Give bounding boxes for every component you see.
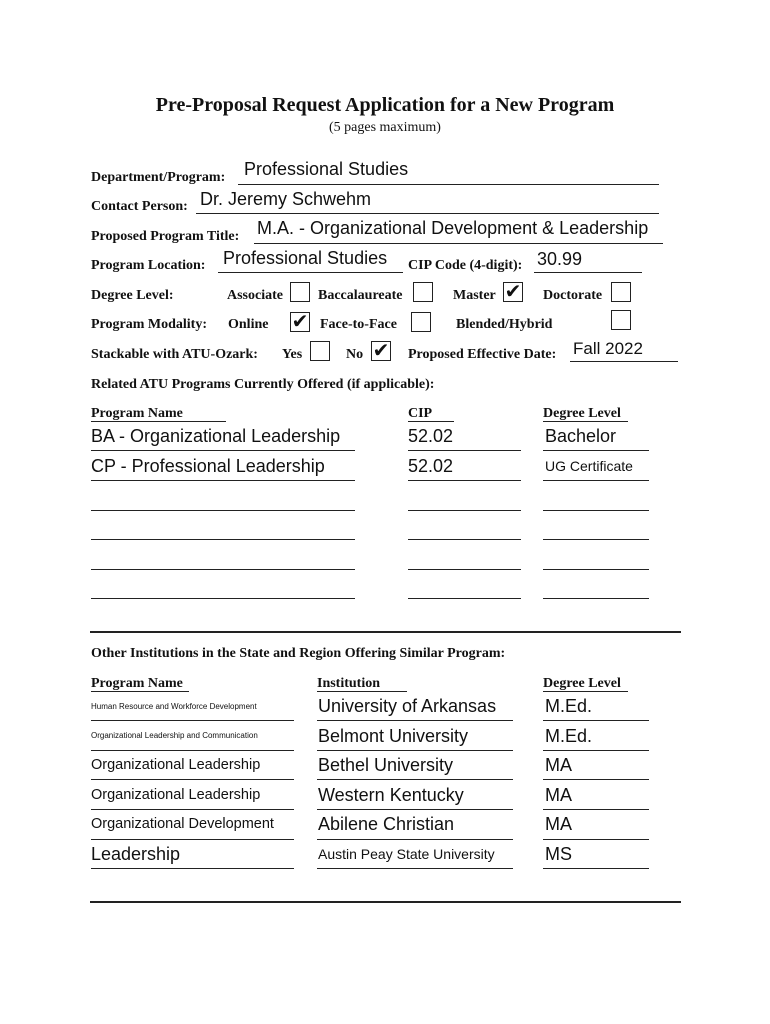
related-heading: Related ATU Programs Currently Offered (if applicable): [91,377,435,392]
modality-face-checkbox[interactable] [411,312,431,332]
other-row-1-institution[interactable]: University of Arkansas [318,696,497,716]
other-row-1-line-program [91,720,294,721]
degree-level-label: Degree Level: [91,288,174,303]
location-field[interactable]: Professional Studies [223,248,388,268]
other-row-5-line-degree [543,839,649,840]
related-empty-row-3-degree [543,569,649,570]
related-row-2-program[interactable]: CP - Professional Leadership [91,456,325,476]
degree-doctorate-checkbox[interactable] [611,282,631,302]
other-row-5-degree[interactable]: MA [545,814,572,834]
other-row-2-line-institution [317,750,513,751]
related-col-cip-underline [408,421,454,422]
related-col-cip: CIP [408,406,433,421]
other-row-1-line-degree [543,720,649,721]
related-col-degree-underline [543,421,628,422]
check-icon: ✔ [291,309,309,333]
other-row-4-degree[interactable]: MA [545,785,572,805]
other-row-6-line-institution [317,868,513,869]
related-empty-row-3-program [91,569,355,570]
check-icon: ✔ [504,279,522,303]
related-row-2-line-degree [543,480,649,481]
degree-associate-label: Associate [227,288,283,303]
other-row-2-line-degree [543,750,649,751]
related-row-1-degree[interactable]: Bachelor [545,426,617,446]
location-underline [218,272,403,273]
other-heading: Other Institutions in the State and Region Offering Similar Program: [91,646,506,661]
page-subtitle: (5 pages maximum) [329,120,441,135]
modality-blended-label: Blended/Hybrid [456,317,553,332]
stackable-yes-label: Yes [282,347,303,362]
other-row-5-line-institution [317,839,513,840]
related-empty-row-1-degree [543,510,649,511]
stackable-no-label: No [346,347,364,362]
cip-label: CIP Code (4-digit): [408,258,523,273]
department-underline [238,184,659,185]
related-row-1-line-cip [408,450,521,451]
check-icon: ✔ [372,338,390,362]
other-row-4-line-institution [317,809,513,810]
department-field[interactable]: Professional Studies [244,159,409,179]
related-empty-row-1-cip [408,510,521,511]
related-row-1-line-degree [543,450,649,451]
other-row-4-program[interactable]: Organizational Leadership [91,787,261,803]
contact-underline [196,213,659,214]
modality-label: Program Modality: [91,317,207,332]
degree-associate-checkbox[interactable] [290,282,310,302]
stackable-no-checkbox[interactable] [371,338,391,362]
other-row-6-institution[interactable]: Austin Peay State University [318,846,495,862]
cip-field[interactable]: 30.99 [537,249,583,269]
other-row-3-line-degree [543,779,649,780]
other-row-6-line-program [91,868,294,869]
other-row-3-degree[interactable]: MA [545,755,572,775]
degree-baccalaureate-checkbox[interactable] [413,282,433,302]
other-col-degree-underline [543,691,628,692]
location-label: Program Location: [91,258,206,273]
degree-baccalaureate-label: Baccalaureate [318,288,403,303]
related-col-program-underline [91,421,226,422]
related-empty-row-1-program [91,510,355,511]
other-col-institution: Institution [317,676,381,691]
other-row-6-program[interactable]: Leadership [91,844,181,864]
degree-doctorate-label: Doctorate [543,288,603,303]
other-row-4-line-degree [543,809,649,810]
program-title-label: Proposed Program Title: [91,229,240,244]
contact-label: Contact Person: [91,199,188,214]
modality-blended-checkbox[interactable] [611,310,631,330]
effective-date-field[interactable]: Fall 2022 [573,339,643,358]
related-row-2-line-program [91,480,355,481]
department-label: Department/Program: [91,170,226,185]
other-row-5-institution[interactable]: Abilene Christian [318,814,455,834]
contact-field[interactable]: Dr. Jeremy Schwehm [200,189,372,209]
other-row-3-program[interactable]: Organizational Leadership [91,757,261,773]
related-col-degree: Degree Level [543,406,621,421]
related-row-2-cip[interactable]: 52.02 [408,456,454,476]
other-col-degree: Degree Level [543,676,621,691]
modality-online-label: Online [228,317,269,332]
other-row-5-line-program [91,839,294,840]
effective-date-label: Proposed Effective Date: [408,347,557,362]
modality-online-checkbox[interactable] [290,309,310,333]
related-empty-row-2-cip [408,539,521,540]
program-title-field[interactable]: M.A. - Organizational Development & Leadership [257,218,649,238]
other-row-1-degree[interactable]: M.Ed. [545,696,593,716]
related-empty-row-2-degree [543,539,649,540]
other-row-3-line-program [91,779,294,780]
stackable-yes-checkbox[interactable] [310,341,330,361]
related-empty-row-2-program [91,539,355,540]
other-row-5-program[interactable]: Organizational Development [91,816,274,832]
other-row-4-line-program [91,809,294,810]
other-row-1-line-institution [317,720,513,721]
related-empty-row-3-cip [408,569,521,570]
program-title-underline [254,243,663,244]
related-empty-row-4-program [91,598,355,599]
other-row-2-degree[interactable]: M.Ed. [545,726,593,746]
other-row-3-line-institution [317,779,513,780]
related-row-1-cip[interactable]: 52.02 [408,426,454,446]
cip-underline [534,272,642,273]
related-row-1-line-program [91,450,355,451]
other-row-2-program[interactable]: Organizational Leadership and Communication [91,731,258,740]
other-row-3-institution[interactable]: Bethel University [318,755,454,775]
other-row-6-line-degree [543,868,649,869]
other-row-6-degree[interactable]: MS [545,844,572,864]
modality-face-label: Face-to-Face [320,317,397,332]
related-row-2-degree[interactable]: UG Certificate [545,458,633,474]
other-col-institution-underline [317,691,407,692]
related-empty-row-4-degree [543,598,649,599]
other-col-program: Program Name [91,676,183,691]
related-row-1-program[interactable]: BA - Organizational Leadership [91,426,341,446]
bottom-divider [90,901,681,903]
section-divider [90,631,681,633]
related-empty-row-4-cip [408,598,521,599]
page-title: Pre-Proposal Request Application for a New Program [155,94,615,116]
related-col-program: Program Name [91,406,183,421]
other-row-1-program[interactable]: Human Resource and Workforce Development [91,702,257,711]
related-row-2-line-cip [408,480,521,481]
other-row-4-institution[interactable]: Western Kentucky [318,785,464,805]
effective-date-underline [570,361,678,362]
stackable-label: Stackable with ATU-Ozark: [91,347,258,362]
other-col-program-underline [91,691,189,692]
other-row-2-line-program [91,750,294,751]
degree-master-checkbox[interactable] [503,279,523,303]
degree-master-label: Master [453,288,496,303]
other-row-2-institution[interactable]: Belmont University [318,726,469,746]
